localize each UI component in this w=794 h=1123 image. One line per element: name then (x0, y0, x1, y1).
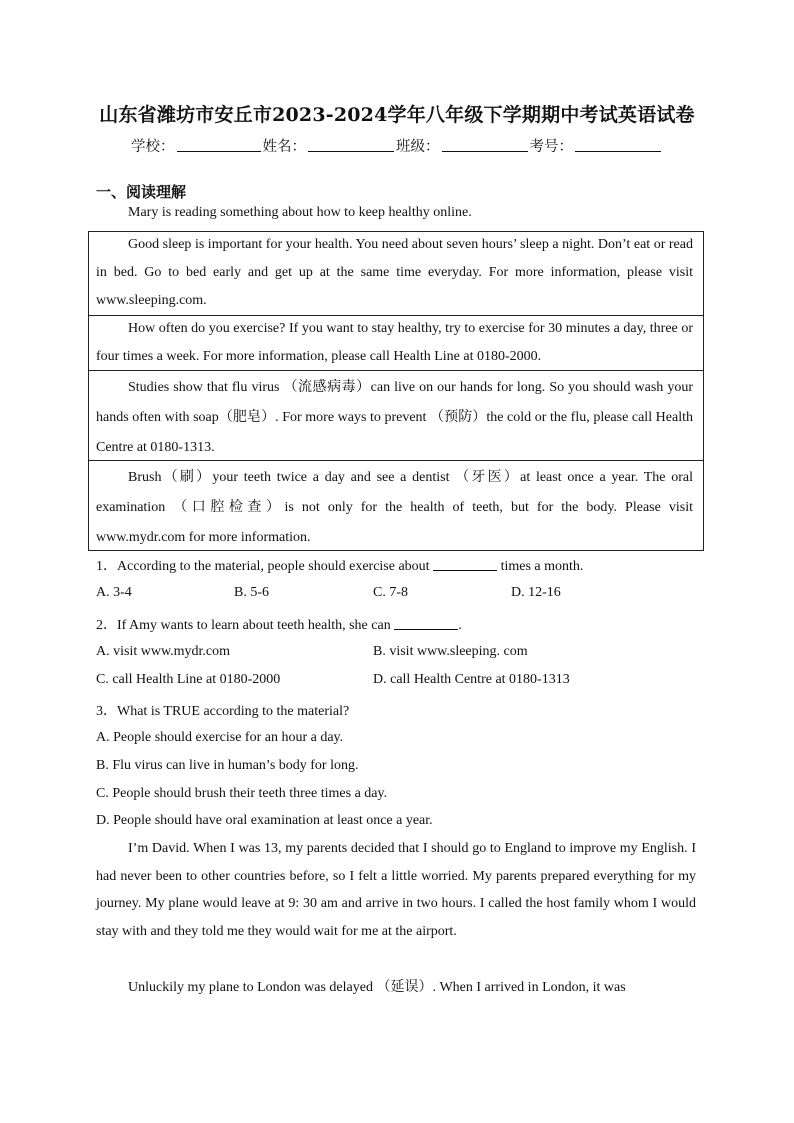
question-1-stem: 1．According to the material, people should exercise about times a month. (96, 559, 584, 574)
question-1-option-d[interactable]: D. 12-16 (511, 585, 561, 600)
material-cell-flu (89, 371, 703, 461)
material-text: Studies show that flu virus （流感病毒）can live on our hands for long. So you should wash your hands often with soap（肥皂）. For more ways to prevent （预防）the cold or the flu, please call Health Centre at 0180-1313. (96, 380, 693, 455)
material-cell-sleep (89, 232, 703, 316)
name-blank[interactable] (308, 139, 394, 152)
question-2-option-d[interactable]: D. call Health Centre at 0180-1313 (373, 672, 570, 687)
student-info-row (0, 135, 794, 156)
question-2-option-c[interactable]: C. call Health Line at 0180-2000 (96, 672, 281, 687)
question-1-option-c[interactable]: C. 7-8 (373, 585, 408, 600)
material-cell-teeth (89, 461, 703, 550)
reading-material-table (88, 231, 704, 551)
class-label: 班级： (396, 139, 440, 155)
passage-paragraph-2: Unluckily my plane to London was delayed （延误）. When I arrived in London, it was (128, 980, 626, 995)
question-1-option-b[interactable]: B. 5-6 (234, 585, 269, 600)
passage-paragraph-1: I’m David. When I was 13, my parents decided that I should go to England to improve my English. I had never been to other countries before, so I felt a little worried. My parents prepared everything for my journey. My plane would leave at 9: 30 am and arrive in two hours. I called the host family whom I would stay with and they told me they would wait for me at the airport. (96, 841, 696, 939)
question-2-stem: 2．If Amy wants to learn about teeth health, she can . (96, 618, 462, 633)
school-blank[interactable] (177, 139, 261, 152)
exam-number-label: 考号： (529, 139, 573, 155)
question-2-option-a[interactable]: A. visit www.mydr.com (96, 644, 231, 659)
question-3-option-b[interactable]: B. Flu virus can live in human’s body for long. (96, 758, 359, 773)
exam-number-blank[interactable] (575, 139, 661, 152)
question-3-stem: 3．What is TRUE according to the material? (96, 704, 350, 719)
name-label: 姓名： (262, 139, 306, 155)
material-cell-exercise (89, 316, 703, 371)
material-text: Brush（刷）your teeth twice a day and see a dentist （牙医）at least once a year. The oral examination （口腔检查）is not only for the health of teeth, but for the body. Please visit www.mydr.com for more information. (96, 470, 693, 545)
question-3-option-a[interactable]: A. People should exercise for an hour a day. (96, 730, 344, 745)
reading-intro: Mary is reading something about how to keep healthy online. (128, 205, 472, 220)
class-blank[interactable] (442, 139, 528, 152)
question-1-blank[interactable] (433, 558, 497, 571)
question-2-blank[interactable] (394, 617, 458, 630)
section-title: 一、阅读理解 (96, 183, 187, 201)
question-1-option-a[interactable]: A. 3-4 (96, 585, 132, 600)
material-text: Good sleep is important for your health. You need about seven hours’ sleep a night. Don’t eat or read in bed. Go to bed early and get up at the same time everyday. For more information, please visit www.sleeping.com. (96, 237, 693, 308)
question-3-option-c[interactable]: C. People should brush their teeth three times a day. (96, 786, 388, 801)
question-3-option-d[interactable]: D. People should have oral examination at least once a year. (96, 813, 433, 828)
material-text: How often do you exercise? If you want to stay healthy, try to exercise for 30 minutes a day, three or four times a week. For more information, please call Health Line at 0180-2000. (96, 321, 693, 364)
question-2-option-b[interactable]: B. visit www.sleeping. com (373, 644, 528, 659)
school-label: 学校： (131, 139, 175, 155)
exam-title: 山东省潍坊市安丘市2023-2024学年八年级下学期期中考试英语试卷 (99, 104, 695, 126)
